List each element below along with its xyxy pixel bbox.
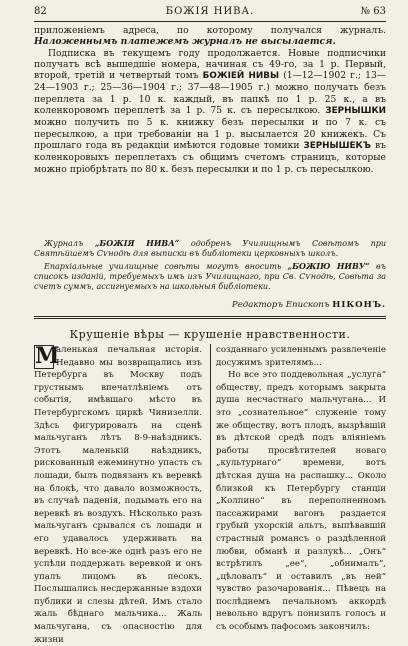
left-column-text: аленькая печальная исторія. Недавно мы возвращались изъ Петербурга въ Москву подъ грустнымъ впечатлѣніемъ отъ событія, имѣвшаго мѣсто въ Петербургскомъ циркѣ Чинизелли. Здѣсь фигурировалъ на сценѣ мальчуганъ лѣтъ 8-9-наѣздникъ. Этотъ маленькій наѣздникъ, рискованный ежеминутно упасть съ лошади, былъ подвязанъ къ веревкѣ на блокѣ, что давало возможность, въ случаѣ паденія, подымать его на веревкѣ въ воздухъ. Нѣсколько разъ мальчуганъ срывался съ лошади и его удавалось удерживать на веревкѣ. Но все-же однѣ разъ его не успѣли поддержать веревкой и онъ упалъ лицомъ въ песокъ. Послышались несдержанные вздохи публики и слезы дѣтей. Имъ стало жаль бѣднаго мальчика... Жаль мальчугана, съ опасностію для жизни	[34, 345, 202, 645]
editor-signature: Редакторъ Епископъ НІКОНЪ.	[231, 300, 386, 310]
section-rule-bottom	[34, 318, 386, 319]
page-header	[34, 6, 386, 20]
issue-number: № 63	[360, 6, 386, 17]
article-left-column	[34, 344, 202, 646]
page-number: 82	[34, 6, 47, 17]
cod-notice: Наложеннымъ платежемъ журналъ не высылается.	[34, 36, 336, 48]
right-column-p1: созданнаго усиленнымъ развлеченіе досужимъ зрителямъ...	[216, 345, 386, 368]
approval-paragraph: Журналъ „БОЖІЯ НИВА“ одобренъ Училищнымъ Совѣтомъ при Святѣйшемъ Сѵнодѣ для выписки въ библіотеки церковныхъ школъ.	[34, 238, 387, 259]
article-right-column	[216, 344, 386, 634]
subscription-paragraph: Подписка въ текущемъ году продолжается. Новые подписчики получатъ всѣ вышедшіе номера, начиная съ 49-го, за 1 р. Первый, второй, третій и четвертый томъ БОЖІЕЙ НИВЫ (1—12—1902 г.; 13—24—1903 г.; 25—36—1904 г.; 37—48—1905 г.) можно получать безъ переплета за 1 р. 10 к. каждый, въ папкѣ по 1 р. 25 к., а въ коленкоровомъ переплетѣ за 1 р. 75 к. съ пересылкою. ЗЕРНЫШКИ можно получить по 5 к. книжку безъ пересылки и по 7 к. съ пересылкою, а при требованіи на 1 р. высылается 20 книжекъ. Съ прошлаго года въ редакціи имѣются годовые томики ЗЕРНЫШЕКЪ въ коленкоровыхъ переплетахъ съ общимъ счетомъ страницъ, которые можно пріобрѣтать по 80 к. безъ пересылки и по 1 р. съ пересылкою.	[34, 47, 386, 175]
journal-title: БОЖІЯ НИВА.	[165, 6, 255, 17]
header-rule	[34, 21, 386, 22]
section-rule-top	[34, 316, 386, 317]
article-title: Крушеніе вѣры — крушеніе нравственности.	[69, 328, 351, 341]
right-column-p2: Но все это поддевольная „услуга“ обществу, предъ которымъ закрыта душа несчастнаго мальчугана... И это „сознательное“ служеніе тому же обществу, вотъ плодъ, вызрѣвшій въ дѣтской средѣ подъ вліяніемъ работы просвѣтителей новаго „культурнаго“ времени, вотъ дѣтская душа на распашку... Около близкой къ Петербургу станціи „Колпино“ въ переполненномъ пассажирами вагонъ раздается грубый ухорскій альтъ, выпѣвавшій страстный романсъ о раздѣленной любви, обманѣ и разлукѣ... „Онъ“ встрѣтилъ „ее“, „обнималъ“, „цѣловалъ“ и оставилъ „въ ней“ чувство разочарованія... Пѣвецъ на послѣднемъ печальномъ аккордѣ невольно вдругъ понизилъ голосъ и съ особымъ пафосомъ закончилъ:	[216, 370, 386, 633]
approval-notice	[34, 238, 386, 293]
subscription-info	[34, 25, 386, 175]
column-divider	[210, 344, 211, 620]
address-paragraph: приложеніемъ адреса, по которому получался журналъ. Наложеннымъ платежемъ журналъ не высылается.	[34, 25, 386, 48]
drop-cap: М	[35, 343, 60, 369]
diocesan-paragraph: Епархіальные училищные совѣты могутъ вносить „БОЖІЮ НИВУ“ въ списокъ изданій, требуемыхъ имъ изъ Училищнаго, при Св. Сѵнодѣ, Совѣта за счетъ суммъ, ассигнуемыхъ на школьныя библіотеки.	[34, 260, 387, 292]
